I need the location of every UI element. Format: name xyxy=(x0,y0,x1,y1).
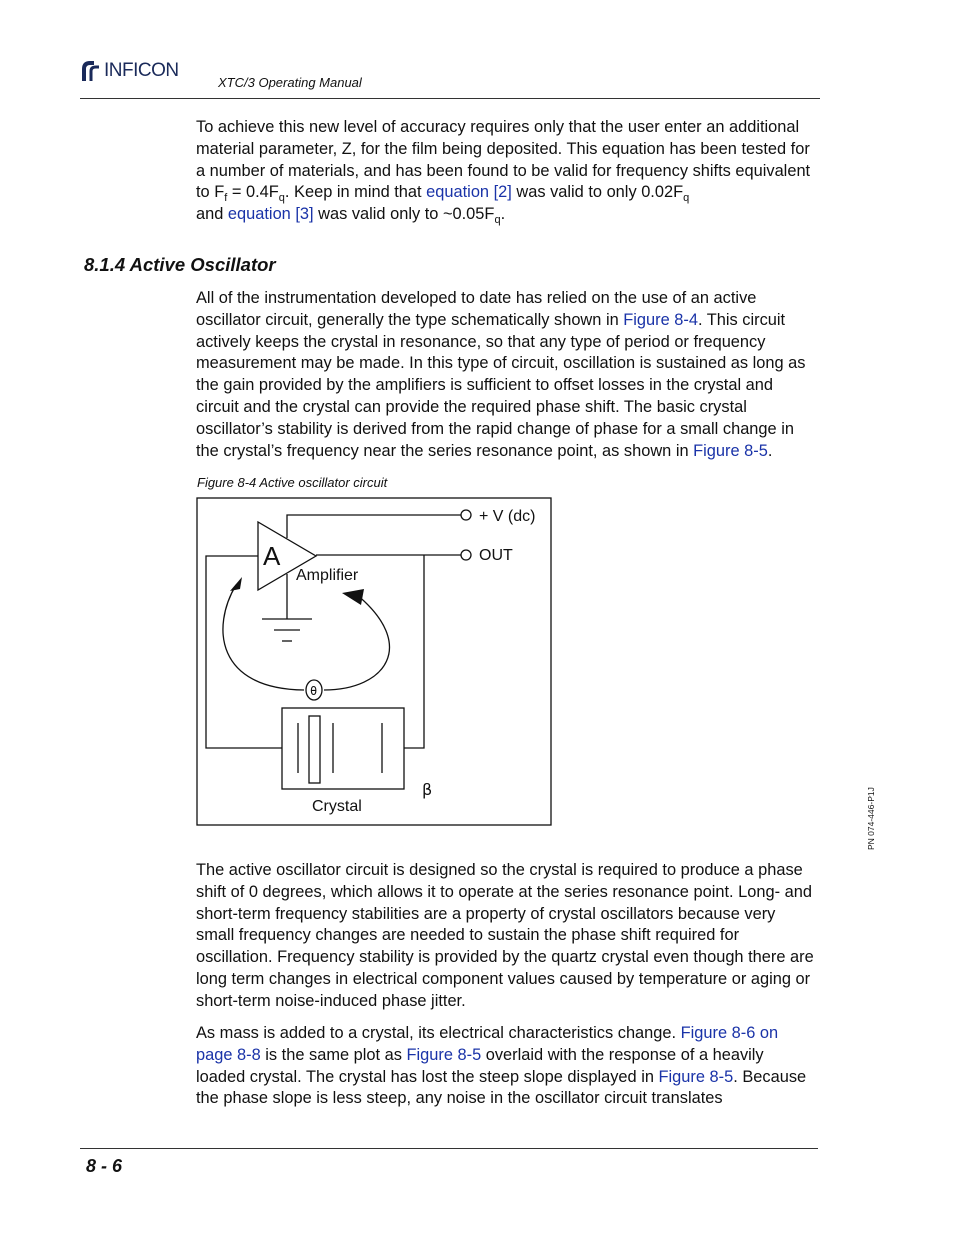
amplifier-label: Amplifier xyxy=(296,567,359,584)
crystal-element xyxy=(309,716,320,783)
vdc-terminal xyxy=(461,510,471,520)
phase-loop-right xyxy=(324,594,389,690)
equation-2-link[interactable]: equation [2] xyxy=(426,183,512,202)
crystal-box xyxy=(282,708,404,789)
oscillator-circuit-diagram xyxy=(196,497,552,826)
figure-8-5-link[interactable]: Figure 8-5 xyxy=(658,1067,734,1086)
beta-label: β xyxy=(422,780,433,799)
inficon-logo-icon xyxy=(80,59,102,83)
part-number: PN 074-446-P1J xyxy=(866,787,876,850)
paragraph-active-oscillator: All of the instrumentation developed to date has relied on the use of an active oscillator circuit, generally the type schematically shown in Figure 8-4. This circuit actively keeps the crystal in resonance, so that any type of period or frequency measurement may be made. In this type of circuit, oscillation is sustained as long as the gain provided by the amplifiers is sufficient to offset losses in the crystal and circuit and the crystal can provide the required phase shift. The basic crystal oscillator’s stability is derived from the rapid change of phase for a small change in the crystal’s frequency near the series resonance point, as shown in Figure 8-5. xyxy=(196,289,806,460)
out-terminal xyxy=(461,550,471,560)
theta-label: θ xyxy=(310,684,318,698)
paragraph-mass-added: As mass is added to a crystal, its electrical characteristics change. Figure 8-6 on page 8-8 is the same plot as Figure 8-5 overlaid with the response of a heavily loaded crystal. The crystal has lost the steep slope displayed in Figure 8-5. Because the phase slope is less steep, any noise in the oscillator circuit translates xyxy=(196,1024,807,1108)
figure-8-4-link[interactable]: Figure 8-4 xyxy=(623,310,698,329)
phase-loop-left xyxy=(223,585,304,690)
footer-rule xyxy=(80,1148,818,1149)
right-feedback-wire xyxy=(404,555,424,748)
arrow-right-icon xyxy=(342,589,364,605)
paragraph-phase-shift: The active oscillator circuit is designed so the crystal is required to produce a phase shift of 0 degrees, which allows it to operate at the series resonance point. Long- and short-term frequency stabilities are a property of crystal oscillators because very small frequency changes are needed to sustain the phase shift required for oscillation. Frequency stability is provided by the quartz crystal even though there are long term changes in electrical component values caused by temperature or aging or short-term noise-induced phase jitter. xyxy=(196,861,814,1010)
manual-title: XTC/3 Operating Manual xyxy=(218,75,362,90)
amplifier-symbol: A xyxy=(263,541,281,571)
arrow-left-icon xyxy=(230,577,242,591)
equation-3-link[interactable]: equation [3] xyxy=(227,205,314,224)
page-number: 8 - 6 xyxy=(86,1156,123,1176)
inficon-logo xyxy=(80,58,179,84)
out-label: OUT xyxy=(479,547,513,564)
figure-8-5-link[interactable]: Figure 8-5 xyxy=(693,441,768,460)
crystal-label: Crystal xyxy=(312,798,362,815)
supply-wire xyxy=(287,515,461,538)
logo-text: INFICON xyxy=(104,60,179,81)
figure-8-5-link[interactable]: Figure 8-5 xyxy=(406,1045,482,1064)
left-input-wire xyxy=(206,556,282,748)
figure-8-6-link[interactable]: Figure 8-6 on page 8-8 xyxy=(196,1024,779,1064)
header-rule xyxy=(80,98,820,99)
vdc-label: + V (dc) xyxy=(479,508,536,525)
paragraph-accuracy: To achieve this new level of accuracy requires only that the user enter an additional material parameter, Z, for the film being deposited. This equation has been tested for a number of materials, and has been found to be valid for frequency shifts equivalent to $F_f = 0.4F_q$. Keep in mind that equation [2] was valid to only $0.02F_q$ and equation [3] was valid only to $\sim 0.05F_q$. xyxy=(196,118,811,227)
section-heading: 8.1.4 Active Oscillator xyxy=(84,254,276,275)
figure-caption: Figure 8-4 Active oscillator circuit xyxy=(197,475,388,490)
